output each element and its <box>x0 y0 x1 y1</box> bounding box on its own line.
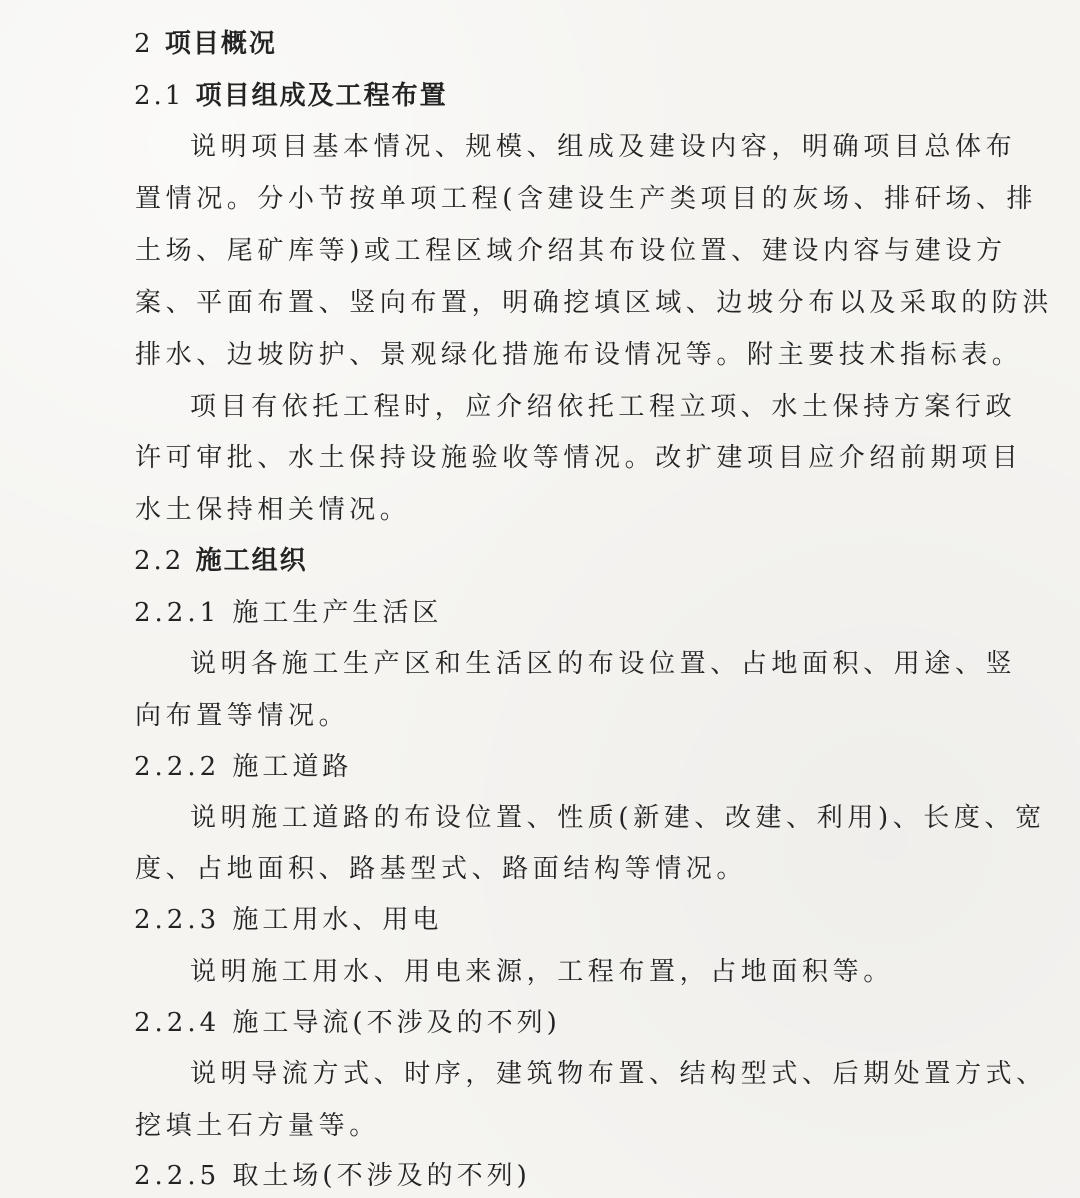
paragraph-line: 排水、边坡防护、景观绿化措施布设情况等。附主要技术指标表。 <box>135 340 1023 370</box>
subsection-heading-2-2-2: 2.2.2 施工道路 <box>134 752 353 782</box>
paragraph-line: 说明施工用水、用电来源，工程布置，占地面积等。 <box>190 957 894 987</box>
paragraph-line: 说明施工道路的布设位置、性质(新建、改建、利用)、长度、宽 <box>190 803 1046 833</box>
subsection-heading-2-2-3: 2.2.3 施工用水、用电 <box>134 905 443 935</box>
paragraph-line: 向布置等情况。 <box>135 701 350 731</box>
paragraph-line: 说明各施工生产区和生活区的布设位置、占地面积、用途、竖 <box>190 649 1017 679</box>
paragraph-line: 说明项目基本情况、规模、组成及建设内容，明确项目总体布 <box>190 132 1017 162</box>
section-heading-2-1 <box>134 79 448 113</box>
paragraph-line: 案、平面布置、竖向布置，明确挖填区域、边坡分布以及采取的防洪 <box>135 288 1054 318</box>
paragraph-line: 度、占地面积、路基型式、路面结构等情况。 <box>135 854 748 884</box>
section-title: 项目组成及工程布置 <box>195 81 448 111</box>
section-title: 项目概况 <box>164 29 277 59</box>
paragraph-line: 挖填土石方量等。 <box>135 1111 380 1141</box>
paragraph-line: 说明导流方式、时序，建筑物布置、结构型式、后期处置方式、 <box>190 1059 1047 1089</box>
paragraph-line: 置情况。分小节按单项工程(含建设生产类项目的灰场、排矸场、排 <box>135 184 1038 214</box>
section-number: 2 <box>134 29 165 59</box>
subsection-heading-2-2-5: 2.2.5 取土场(不涉及的不列) <box>134 1161 531 1191</box>
paragraph-line: 水土保持相关情况。 <box>135 495 411 525</box>
paragraph-line: 许可审批、水土保持设施验收等情况。改扩建项目应介绍前期项目 <box>135 443 1023 473</box>
section-number: 2.1 <box>134 81 196 111</box>
subsection-heading-2-2-1: 2.2.1 施工生产生活区 <box>134 598 443 628</box>
section-title: 施工组织 <box>195 546 308 576</box>
paragraph-line: 土场、尾矿库等)或工程区域介绍其布设位置、建设内容与建设方 <box>135 236 1007 266</box>
section-heading-2 <box>134 27 277 61</box>
subsection-heading-2-2-4: 2.2.4 施工导流(不涉及的不列) <box>134 1008 561 1038</box>
paragraph-line: 项目有依托工程时，应介绍依托工程立项、水土保持方案行政 <box>190 392 1017 422</box>
section-number: 2.2 <box>134 546 196 576</box>
section-heading-2-2 <box>134 544 308 578</box>
